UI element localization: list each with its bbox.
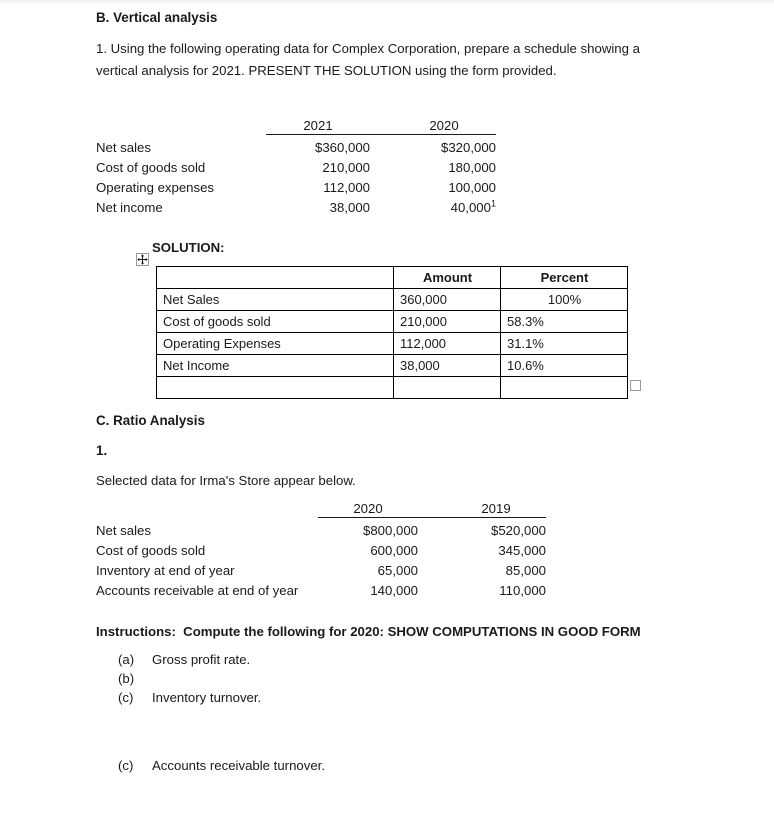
row-value-2020: 600,000 — [370, 543, 418, 558]
row-value-2019: 345,000 — [498, 543, 546, 558]
solution-amount[interactable]: 38,000 — [394, 355, 501, 377]
instructions-line: Instructions: Compute the following for 2020: SHOW COMPUTATIONS IN GOOD FORM — [96, 624, 641, 639]
list-item-text: Accounts receivable turnover. — [152, 758, 325, 773]
list-item-text: Inventory turnover. — [152, 690, 262, 705]
row-value-2020 — [370, 155, 496, 175]
solution-percent[interactable]: 31.1% — [501, 333, 628, 355]
table-row-empty — [157, 377, 628, 399]
row-value-2020 — [370, 175, 496, 195]
solution-label: SOLUTION: — [152, 240, 225, 255]
table-row — [157, 289, 628, 311]
row-value-2020-text: 40,000 — [450, 200, 491, 215]
list-marker: (a) — [118, 652, 135, 667]
table-row — [157, 355, 628, 377]
footnote-marker: 1 — [490, 198, 496, 209]
solution-percent[interactable]: 100% — [501, 289, 628, 311]
row-value-2021: 38,000 — [329, 200, 370, 215]
table-row — [157, 333, 628, 355]
row-value-2020-text: $320,000 — [440, 140, 496, 155]
row-value-2019: 110,000 — [499, 583, 546, 598]
solution-percent[interactable]: 58.3% — [501, 311, 628, 333]
list-item — [118, 669, 152, 689]
section-c-item-number: 1. — [96, 443, 108, 458]
table-row — [96, 175, 496, 195]
column-header-2021: 2021 — [266, 118, 370, 135]
solution-header-percent[interactable]: Percent — [501, 267, 628, 289]
row-value-2021: 210,000 — [322, 160, 370, 175]
list-item — [118, 756, 325, 776]
table-row — [96, 135, 496, 156]
row-label: Accounts receivable at end of year — [96, 583, 299, 598]
section-c-heading: C. Ratio Analysis — [96, 413, 205, 428]
list-item — [118, 650, 250, 670]
solution-item[interactable]: Cost of goods sold — [157, 311, 394, 333]
move-cross-icon[interactable] — [136, 253, 149, 266]
column-header-2020: 2020 — [370, 118, 496, 135]
row-value-2020 — [370, 135, 496, 156]
column-header-2020: 2020 — [318, 501, 418, 518]
row-label: Cost of goods sold — [96, 543, 206, 558]
row-value-2021: $360,000 — [314, 140, 370, 155]
row-label: Net income — [96, 200, 163, 215]
table-header-row — [96, 501, 546, 518]
solution-amount[interactable] — [394, 377, 501, 399]
row-value-2021: 112,000 — [323, 180, 370, 195]
column-header-blank — [96, 501, 318, 518]
row-label: Inventory at end of year — [96, 563, 235, 578]
solution-table[interactable] — [156, 266, 628, 399]
resize-square-icon[interactable] — [630, 380, 641, 391]
solution-item[interactable] — [157, 377, 394, 399]
list-item — [118, 688, 261, 708]
solution-item[interactable]: Net Sales — [157, 289, 394, 311]
row-value-2019: 85,000 — [505, 563, 546, 578]
operating-data-table — [96, 118, 496, 215]
column-header-2019: 2019 — [418, 501, 546, 518]
row-value-2020: $800,000 — [362, 523, 418, 538]
row-value-2020-text: 180,000 — [448, 160, 496, 175]
solution-percent[interactable] — [501, 377, 628, 399]
row-label: Net sales — [96, 140, 151, 155]
solution-header-row — [157, 267, 628, 289]
column-header-blank — [96, 118, 266, 135]
row-label: Operating expenses — [96, 180, 215, 195]
table-row — [96, 538, 546, 558]
row-value-2020: 140,000 — [370, 583, 418, 598]
section-c-intro: Selected data for Irma's Store appear below. — [96, 473, 356, 488]
table-row — [96, 518, 546, 539]
solution-amount[interactable]: 210,000 — [394, 311, 501, 333]
table-header-row — [96, 118, 496, 135]
solution-amount[interactable]: 360,000 — [394, 289, 501, 311]
row-value-2019: $520,000 — [490, 523, 546, 538]
solution-header-amount[interactable]: Amount — [394, 267, 501, 289]
row-value-2020 — [370, 195, 496, 215]
row-value-2020-text: 100,000 — [448, 180, 496, 195]
list-marker: (c) — [118, 758, 134, 773]
section-b-heading: B. Vertical analysis — [96, 10, 218, 25]
table-row — [96, 155, 496, 175]
table-row — [96, 578, 546, 598]
table-row — [96, 195, 496, 215]
list-item-text: Gross profit rate. — [152, 652, 251, 667]
solution-item[interactable]: Operating Expenses — [157, 333, 394, 355]
section-b-intro-paragraph: 1. Using the following operating data for Complex Corporation, prepare a schedule showing a vertical analysis for 2021. PRESENT THE SOLUTION using the form provided. — [96, 41, 640, 78]
row-value-2020: 65,000 — [377, 563, 418, 578]
list-marker: (c) — [118, 690, 134, 705]
solution-amount[interactable]: 112,000 — [394, 333, 501, 355]
solution-percent[interactable]: 10.6% — [501, 355, 628, 377]
solution-header-blank[interactable] — [157, 267, 394, 289]
solution-item[interactable]: Net Income — [157, 355, 394, 377]
selected-data-table — [96, 501, 546, 598]
table-row — [96, 558, 546, 578]
table-row — [157, 311, 628, 333]
list-marker: (b) — [118, 671, 135, 686]
row-label: Cost of goods sold — [96, 160, 206, 175]
row-label: Net sales — [96, 523, 151, 538]
